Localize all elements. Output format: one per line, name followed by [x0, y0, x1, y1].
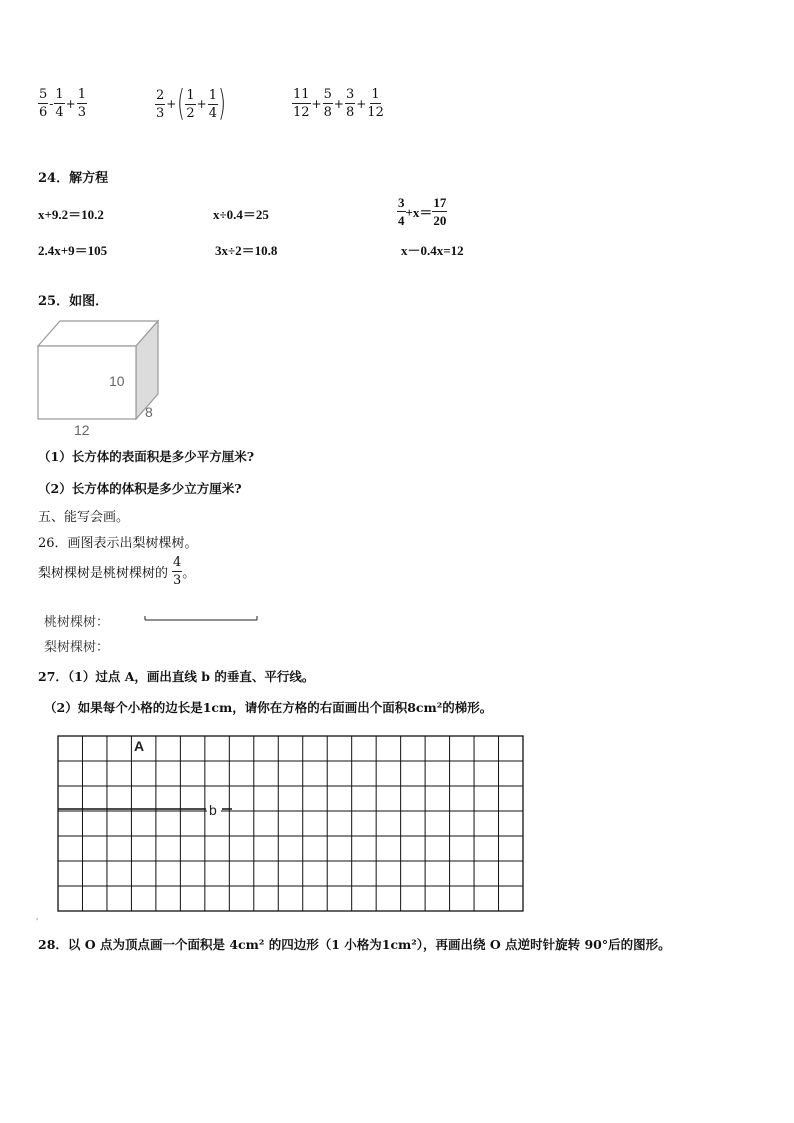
expression-3: $\frac{11}{12}$ + $\frac{5}{8}$ + $\frac{3}{8}$ + $\frac{1}{12}$ [293, 87, 384, 120]
question-27-part-1: 27．（1）过点 A，画出直线 b 的垂直、平行线。 [38, 669, 315, 684]
grid-border [58, 736, 523, 911]
fraction: $\frac{4}{3}$ [173, 555, 182, 588]
point-a-label: A [134, 738, 145, 754]
line-b-label: b [209, 802, 217, 818]
question-25-part-1: （1）长方体的表面积是多少平方厘米? [38, 449, 255, 464]
peach-tree-label: 桃树棵树： [44, 615, 110, 630]
pear-tree-label: 梨树棵树： [44, 640, 110, 655]
equation-3: $\frac{3}{4}$ +x＝ $\frac{17}{20}$ [398, 195, 447, 228]
right-parenthesis: ) [218, 83, 226, 124]
fraction: $\frac{11}{12}$ [293, 87, 310, 120]
expression-1: $\frac{5}{6}$ - $\frac{1}{4}$ + $\frac{1}{3}$ [39, 87, 86, 120]
equation-4: 2.4x+9＝105 [38, 243, 108, 258]
fraction: $\frac{1}{3}$ [77, 87, 86, 120]
question-26-statement: 梨树棵树是桃树棵树的 $\frac{4}{3}$ 。 [38, 555, 196, 588]
width-label: 8 [145, 404, 153, 420]
expression-2: $\frac{2}{3}$ + ( $\frac{1}{2}$ + $\frac{1}{4}$ ) [156, 83, 226, 124]
question-28: 28．以 O 点为顶点画一个面积是 4cm² 的四边形（1 小格为1cm²），再画出绕 O 点逆时针旋转 90°后的图形。 [38, 937, 671, 952]
fraction: $\frac{1}{12}$ [367, 87, 384, 120]
left-parenthesis: ( [177, 83, 186, 124]
cuboid-figure [34, 316, 166, 438]
question-26-title: 26．画图表示出梨树棵树。 [38, 536, 198, 551]
question-25-part-2: （2）长方体的体积是多少立方厘米? [38, 481, 242, 496]
equation-5: 3x÷2＝10.8 [215, 243, 278, 258]
height-label: 10 [109, 373, 125, 389]
fraction: $\frac{1}{4}$ [208, 87, 218, 121]
fraction: $\frac{5}{8}$ [323, 87, 332, 120]
equation-6: x－0.4x=12 [401, 243, 464, 258]
fraction: $\frac{5}{6}$ [39, 87, 48, 120]
fraction: $\frac{1}{4}$ [55, 87, 64, 120]
fraction: $\frac{3}{4}$ [398, 195, 405, 228]
section-5-heading: 五、能写会画。 [38, 510, 130, 525]
fraction: $\frac{17}{20}$ [433, 195, 447, 228]
fraction: $\frac{2}{3}$ [156, 87, 165, 121]
stray-mark: ' [36, 917, 39, 926]
peach-tree-segment [144, 614, 259, 624]
fraction: $\frac{3}{8}$ [345, 87, 355, 120]
square-grid [56, 734, 528, 916]
length-label: 12 [74, 422, 90, 438]
equation-1: x+9.2＝10.2 [38, 207, 104, 222]
question-25-title: 25．如图． [38, 294, 109, 309]
question-24-title: 24．解方程 [38, 171, 109, 186]
question-27-part-2: （2）如果每个小格的边长是1cm，请你在方格的右面画出个面积8cm²的梯形。 [44, 700, 493, 715]
fraction: $\frac{1}{2}$ [186, 87, 195, 121]
equation-2: x÷0.4＝25 [213, 207, 269, 222]
